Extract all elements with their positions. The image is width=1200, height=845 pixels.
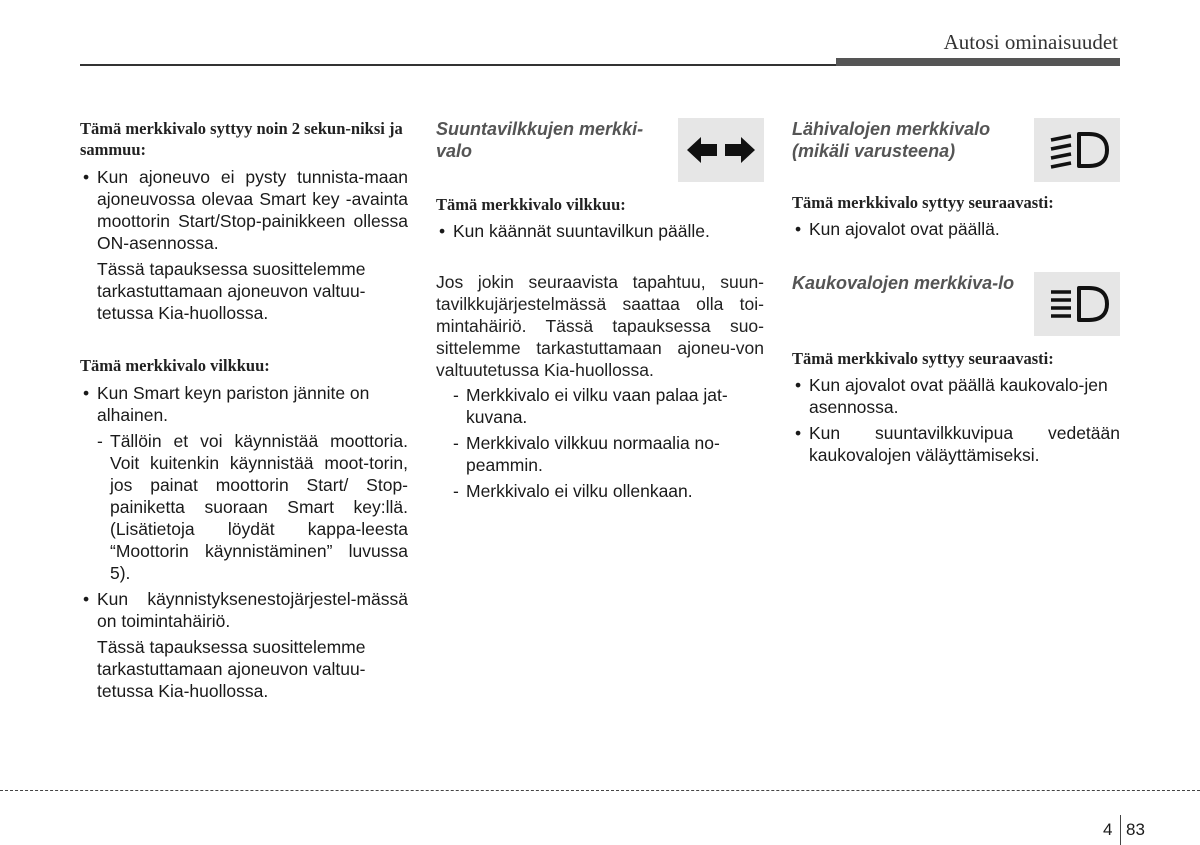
- page-number-divider: [1120, 815, 1121, 845]
- section-heading: Tämä merkkivalo syttyy seuraavasti:: [792, 349, 1054, 368]
- section-title: Suuntavilkkujen merkki-valo: [436, 119, 644, 161]
- bullet-item: • Kun ajovalot ovat päällä kaukovalo-jen asennossa.: [795, 375, 1108, 417]
- section-title-row: [792, 272, 1120, 336]
- body-paragraph: Jos jokin seuraavista tapahtuu, suun-tavilkkujärjestelmässä saattaa olla toi-mintahäiriö. Tässä tapauksessa suo-sittelemme tarkastuttamaan ajoneu-von valtuutetussa Kia-huollossa.: [436, 272, 764, 380]
- page-number: 83: [1126, 820, 1145, 839]
- note-paragraph: Tässä tapauksessa suosittelemme tarkastuttamaan ajoneuvon valtuu-tetussa Kia-huollossa.: [97, 259, 366, 323]
- bullet-item: • Kun suuntavilkkuvipua vedetään kaukovalojen väläyttämiseksi.: [795, 423, 1120, 465]
- column-1: [80, 118, 408, 702]
- high-beam-icon: [1034, 272, 1120, 336]
- page-header-title: Autosi ominaisuudet: [943, 30, 1118, 54]
- section-heading: Tämä merkkivalo syttyy seuraavasti:: [792, 193, 1054, 212]
- bullet-item: • Kun ajovalot ovat päällä.: [795, 219, 1000, 239]
- header-rule-accent: [836, 58, 1120, 66]
- footer-dashed-line: [0, 790, 1200, 791]
- sub-item: - Tällöin et voi käynnistää moottoria. Voit kuitenkin käynnistää moot-torin, jos painat moottorin Start/ Stop-painiketta suoraan Smart key:llä. (Lisätietoja löydät kappa-leesta “Moottorin käynnistäminen” luvussa 5).: [97, 431, 408, 583]
- sub-item: - Merkkivalo ei vilku vaan palaa jat-kuvana.: [453, 385, 728, 427]
- section-heading: Tämä merkkivalo vilkkuu:: [436, 195, 626, 214]
- section-title-row: [792, 118, 1120, 182]
- header-rule: [80, 64, 836, 66]
- bullet-item: • Kun ajoneuvo ei pysty tunnista-maan ajoneuvossa olevaa Smart key -avainta moottorin Start/Stop-painikkeen ollessa ON-asennossa.: [83, 167, 408, 253]
- section-title-row: [436, 118, 764, 182]
- section-title: Lähivalojen merkkivalo (mikäli varusteena): [792, 119, 991, 161]
- section-title: Kaukovalojen merkkiva-lo: [792, 273, 1015, 293]
- column-2: [436, 118, 764, 502]
- sub-item: - Merkkivalo ei vilku ollenkaan.: [453, 481, 693, 501]
- turn-signal-arrows-icon: [678, 118, 764, 182]
- low-beam-icon: [1034, 118, 1120, 182]
- sub-item: - Merkkivalo vilkkuu normaalia no-peammin.: [453, 433, 720, 475]
- section-heading: Tämä merkkivalo syttyy noin 2 sekun-niksi ja sammuu:: [80, 119, 403, 159]
- chapter-number: 4: [1103, 820, 1113, 839]
- bullet-item: • Kun Smart keyn pariston jännite on alhainen.: [83, 383, 370, 425]
- note-paragraph: Tässä tapauksessa suosittelemme tarkastuttamaan ajoneuvon valtuu-tetussa Kia-huollossa.: [97, 637, 366, 701]
- column-3: [792, 118, 1120, 466]
- section-heading: Tämä merkkivalo vilkkuu:: [80, 356, 270, 375]
- bullet-item: • Kun käännät suuntavilkun päälle.: [439, 221, 710, 241]
- bullet-item: • Kun käynnistyksenestojärjestel-mässä on toimintahäiriö.: [83, 589, 408, 631]
